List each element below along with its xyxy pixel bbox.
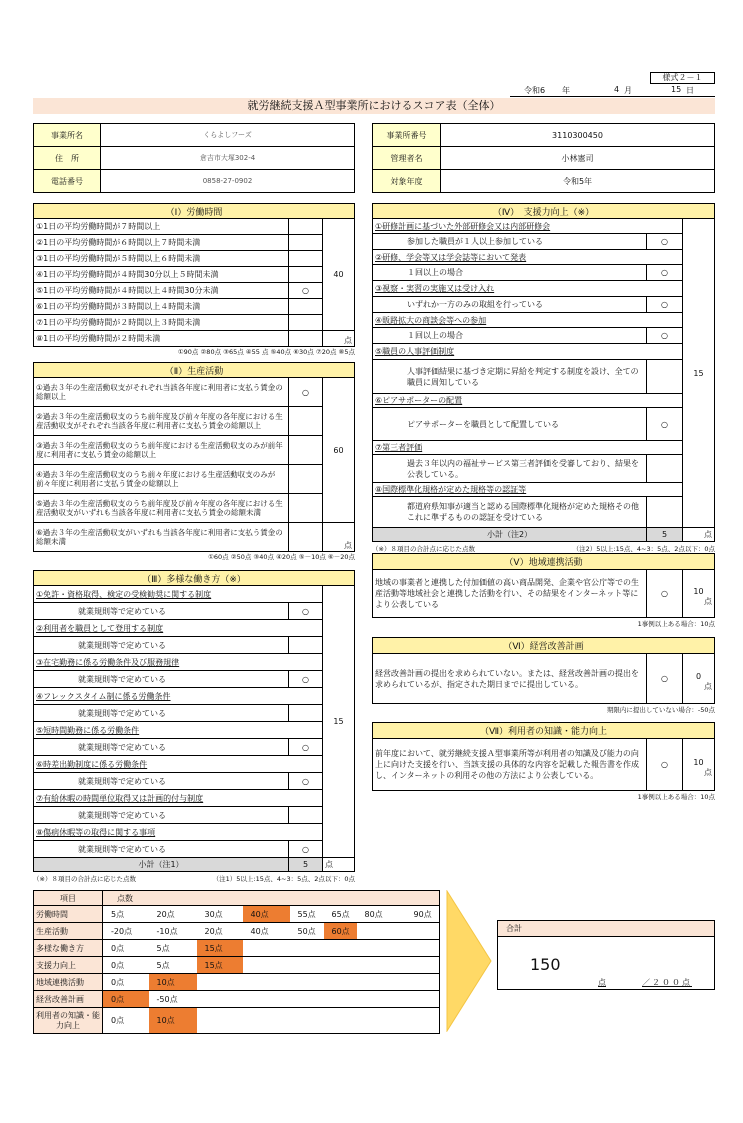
table-row bbox=[34, 204, 355, 219]
total-value: 150 bbox=[530, 955, 561, 974]
table-row bbox=[373, 147, 715, 170]
info-label: 電話番号 bbox=[34, 170, 101, 193]
info-value: 3110300450 bbox=[441, 124, 715, 147]
score-unit: 点 bbox=[704, 681, 712, 691]
section-regional bbox=[372, 553, 715, 628]
info-right bbox=[372, 123, 715, 193]
criteria-heading: ⑤短時間勤務に係る労働条件 bbox=[34, 722, 323, 739]
criteria-text: ⑥過去３年の生産活動収支がいずれも当該各年度に利用者に支払う賃金の総額未満 bbox=[34, 523, 289, 552]
info-label: 住 所 bbox=[34, 147, 101, 170]
total-max: ／２００点 bbox=[642, 978, 692, 987]
summary-score-cell bbox=[357, 991, 406, 1008]
info-label: 対象年度 bbox=[373, 170, 441, 193]
table-row bbox=[34, 251, 355, 267]
summary-score-cell: 30点 bbox=[197, 906, 243, 923]
criteria-text: 人事評価結果に基づき定期に昇給を判定する制度を設け、全ての職員に周知している bbox=[373, 360, 647, 394]
info-value: 令和5年 bbox=[441, 170, 715, 193]
table-row bbox=[373, 441, 715, 455]
summary-score-cell bbox=[406, 991, 440, 1008]
col-header-score: 点数 bbox=[103, 891, 440, 906]
table-row bbox=[34, 219, 355, 235]
table-row bbox=[34, 407, 355, 436]
summary-score-cell: 55点 bbox=[290, 906, 324, 923]
table-row bbox=[373, 739, 715, 791]
summary-score-cell bbox=[406, 923, 440, 940]
page-title: 就労継続支援Ａ型事業所におけるスコア表（全体） bbox=[33, 98, 715, 114]
check-mark-cell[interactable] bbox=[647, 360, 683, 394]
table-row bbox=[373, 297, 715, 313]
criteria-text: ④過去３年の生産活動収支のうち前々年度における生産活動収支のみが前々年度に利用者に支払う賃金の総額以上 bbox=[34, 465, 289, 494]
check-mark-cell[interactable] bbox=[288, 251, 322, 267]
summary-score-cell bbox=[243, 957, 290, 974]
check-mark-cell[interactable] bbox=[288, 235, 322, 251]
table-row bbox=[373, 570, 715, 618]
criteria-text: ⑧1日の平均労働時間が２時間未満 bbox=[34, 331, 289, 347]
section-diverse-work bbox=[33, 570, 355, 883]
table-row bbox=[34, 807, 355, 824]
criteria-text: 地域の事業者と連携した付加価値の高い商品開発、企業や官公庁等での生産活動等地域社会と連携した活動を行い、その結果をインターネット等により公表している bbox=[373, 570, 647, 618]
section-score-cell bbox=[682, 739, 714, 791]
table-row bbox=[373, 170, 715, 193]
check-mark-cell[interactable] bbox=[288, 267, 322, 283]
table-row bbox=[34, 688, 355, 705]
criteria-heading: ⑥ピアサポーターの配置 bbox=[373, 394, 683, 408]
section-title: （Ⅴ）地域連携活動 bbox=[373, 554, 715, 570]
criteria-text: 就業規則等で定めている bbox=[34, 739, 289, 756]
criteria-text: 就業規則等で定めている bbox=[34, 841, 289, 858]
check-mark-cell[interactable]: ○ bbox=[647, 265, 683, 281]
check-mark-cell[interactable] bbox=[289, 807, 323, 824]
criteria-heading: ④販路拡大の商談会等への参加 bbox=[373, 313, 683, 328]
check-mark-cell[interactable] bbox=[647, 455, 683, 483]
summary-score-cell: 10点 bbox=[149, 1008, 197, 1034]
score-unit: 点 bbox=[322, 331, 354, 347]
date-year-label: 年 bbox=[562, 86, 570, 95]
info-value: 倉吉市大塚302-4 bbox=[101, 147, 355, 170]
table-row bbox=[373, 638, 715, 654]
criteria-text: ピアサポーターを職員として配置している bbox=[373, 408, 647, 441]
table-row bbox=[34, 378, 355, 407]
info-label: 管理者名 bbox=[373, 147, 441, 170]
summary-score-cell: -10点 bbox=[149, 923, 197, 940]
subtotal-value: 5 bbox=[289, 858, 323, 872]
table-row bbox=[34, 465, 355, 494]
subtotal-label: 小計（注1） bbox=[34, 858, 289, 872]
summary-score-cell: -20点 bbox=[103, 923, 149, 940]
date-line bbox=[510, 85, 715, 97]
summary-row-label: 地域連携活動 bbox=[34, 974, 103, 991]
check-mark-cell[interactable]: ○ bbox=[646, 739, 682, 791]
summary-score-cell bbox=[324, 974, 357, 991]
criteria-heading: ⑧傷病休暇等の取得に関する事項 bbox=[34, 824, 323, 841]
table-row bbox=[34, 267, 355, 283]
section-note: 期限内に提出していない場合：-50点 bbox=[606, 706, 715, 714]
total-unit: 点 bbox=[598, 978, 606, 987]
table-row bbox=[373, 497, 715, 528]
criteria-text: 就業規則等で定めている bbox=[34, 603, 289, 620]
section-score-cell bbox=[683, 654, 715, 704]
score-unit: 点 bbox=[322, 523, 354, 552]
criteria-heading: ⑤職員の人事評価制度 bbox=[373, 344, 683, 360]
table-row bbox=[34, 603, 355, 620]
section-score: 15 bbox=[323, 586, 355, 858]
summary-score-cell bbox=[243, 940, 290, 957]
table-row bbox=[34, 773, 355, 790]
summary-score-cell bbox=[197, 974, 243, 991]
summary-score-cell bbox=[243, 991, 290, 1008]
summary-score-cell bbox=[324, 991, 357, 1008]
summary-score-cell: 0点 bbox=[103, 957, 149, 974]
section-production-note: ①60点 ②50点 ③40点 ④20点 ⑤－10点 ⑥－20点 bbox=[208, 553, 355, 561]
section-score: 60 bbox=[322, 378, 354, 523]
section-score: 40 bbox=[322, 219, 354, 331]
summary-row-label: 生産活動 bbox=[34, 923, 103, 940]
table-row bbox=[34, 315, 355, 331]
table-row bbox=[373, 344, 715, 360]
summary-score-cell: 20点 bbox=[197, 923, 243, 940]
section-production bbox=[33, 362, 355, 561]
info-value: 0858-27-0902 bbox=[101, 170, 355, 193]
table-row bbox=[34, 739, 355, 756]
score-unit: 点 bbox=[323, 858, 355, 872]
info-label: 事業所名 bbox=[34, 124, 101, 147]
table-row bbox=[373, 360, 715, 394]
criteria-text: ①過去３年の生産活動収支がそれぞれ当該各年度に利用者に支払う賃金の総額以上 bbox=[34, 378, 289, 407]
check-mark-cell[interactable] bbox=[288, 523, 322, 552]
table-row bbox=[34, 671, 355, 688]
summary-score-cell bbox=[290, 940, 324, 957]
summary-score-cell bbox=[357, 940, 406, 957]
summary-score-cell bbox=[406, 974, 440, 991]
date-era-year: 令和6 bbox=[524, 86, 546, 95]
criteria-heading: ①免許・資格取得、検定の受検勧奨に関する制度 bbox=[34, 586, 323, 603]
criteria-heading: ⑦有給休暇の時間単位取得又は計画的付与制度 bbox=[34, 790, 323, 807]
summary-score-cell bbox=[290, 957, 324, 974]
check-mark-cell[interactable]: ○ bbox=[288, 283, 322, 299]
table-row bbox=[373, 234, 715, 250]
table-row bbox=[34, 923, 440, 940]
section-score: 15 bbox=[683, 219, 715, 528]
table-row bbox=[34, 494, 355, 523]
criteria-text: 就業規則等で定めている bbox=[34, 671, 289, 688]
summary-score-cell: 60点 bbox=[324, 923, 357, 940]
summary-score-cell: 0点 bbox=[103, 1008, 149, 1034]
summary-score-cell: 5点 bbox=[149, 940, 197, 957]
summary-score-cell: 50点 bbox=[290, 923, 324, 940]
table-row bbox=[373, 250, 715, 265]
table-row bbox=[34, 283, 355, 299]
info-value: くらよしフーズ bbox=[101, 124, 355, 147]
table-row bbox=[373, 124, 715, 147]
table-row bbox=[34, 722, 355, 739]
criteria-heading: ⑧国際標準化規格が定めた規格等の認証等 bbox=[373, 483, 683, 497]
table-row bbox=[373, 219, 715, 234]
summary-score-cell bbox=[357, 974, 406, 991]
table-row bbox=[34, 906, 440, 923]
summary-score-cell: 15点 bbox=[197, 957, 243, 974]
criteria-text: 就業規則等で定めている bbox=[34, 705, 289, 722]
section-note: 1事例以上ある場合：10点 bbox=[637, 793, 715, 801]
score-unit: 点 bbox=[704, 596, 712, 606]
summary-score-cell bbox=[197, 1008, 243, 1034]
check-mark-cell[interactable] bbox=[288, 299, 322, 315]
table-row bbox=[34, 705, 355, 722]
criteria-text: 経営改善計画の提出を求められていない。または、経営改善計画の提出を求められているが、指定された期日までに提出している。 bbox=[373, 654, 647, 704]
col-header-item: 項目 bbox=[34, 891, 103, 906]
summary-score-cell: 15点 bbox=[197, 940, 243, 957]
criteria-heading: ⑥時差出勤制度に係る労働条件 bbox=[34, 756, 323, 773]
table-row bbox=[34, 586, 355, 603]
summary-score-cell bbox=[324, 1008, 357, 1034]
info-value: 小林憲司 bbox=[441, 147, 715, 170]
table-row bbox=[34, 331, 355, 347]
summary-score-cell: 10点 bbox=[149, 974, 197, 991]
criteria-heading: ②研修、学会等又は学会誌等において発表 bbox=[373, 250, 683, 265]
criteria-text: 就業規則等で定めている bbox=[34, 807, 289, 824]
check-mark-cell[interactable] bbox=[288, 219, 322, 235]
table-row bbox=[34, 523, 355, 552]
summary-score-cell bbox=[357, 957, 406, 974]
summary-score-cell bbox=[324, 957, 357, 974]
criteria-text: 前年度において、就労継続支援Ａ型事業所等が利用者の知識及び能力の向上に向けた支援を行い、当該支援の具体的な内容を記載した報告書を作成し、インターネットの利用その他の方法により公表している。 bbox=[373, 739, 647, 791]
criteria-text: ②1日の平均労働時間が６時間以上７時間未満 bbox=[34, 235, 289, 251]
check-mark-cell[interactable]: ○ bbox=[647, 297, 683, 313]
section-support-capacity bbox=[372, 203, 715, 553]
table-row bbox=[34, 571, 355, 586]
section-labor-hours-note: ①90点 ②80点 ③65点 ④55 点 ⑤40点 ⑥30点 ⑦20点 ⑧5点 bbox=[177, 348, 355, 356]
section-diverse-work-footnote: （注1）5以上:15点、4~3：5点、2点以下：0点 bbox=[212, 875, 355, 883]
form-number: 様式２－１ bbox=[650, 72, 715, 84]
summary-score-cell: 20点 bbox=[149, 906, 197, 923]
check-mark-cell[interactable] bbox=[647, 497, 683, 528]
section-score-cell bbox=[682, 570, 714, 618]
summary-row-label: 労働時間 bbox=[34, 906, 103, 923]
criteria-text: ①1日の平均労働時間が７時間以上 bbox=[34, 219, 289, 235]
summary-score-cell: -50点 bbox=[149, 991, 197, 1008]
summary-score-cell: 80点 bbox=[357, 906, 406, 923]
summary-score-cell: 90点 bbox=[406, 906, 440, 923]
criteria-text: 都道府県知事が適当と認める国際標準化規格が定めた規格その他これに準ずるものの認証を受けている bbox=[373, 497, 647, 528]
table-row bbox=[34, 1008, 440, 1034]
table-row bbox=[373, 483, 715, 497]
table-row bbox=[34, 637, 355, 654]
date-month-label: 月 bbox=[624, 86, 632, 95]
summary-row-label: 経営改善計画 bbox=[34, 991, 103, 1008]
table-row bbox=[34, 363, 355, 378]
check-mark-cell[interactable] bbox=[288, 494, 322, 523]
table-row bbox=[34, 299, 355, 315]
date-day: 15 bbox=[671, 85, 682, 94]
check-mark-cell[interactable] bbox=[289, 705, 323, 722]
criteria-text: ⑥1日の平均労働時間が３時間以上４時間未満 bbox=[34, 299, 289, 315]
summary-score-cell bbox=[357, 1008, 406, 1034]
criteria-heading: ③視察・実習の実施又は受け入れ bbox=[373, 281, 683, 297]
criteria-heading: ③在宅勤務に係る労働条件及び服務規律 bbox=[34, 654, 323, 671]
check-mark-cell[interactable]: ○ bbox=[289, 671, 323, 688]
criteria-heading: ②利用者を職員として登用する制度 bbox=[34, 620, 323, 637]
section-support-capacity-footnote: （注2）5以上:15点、4~3：5点、2点以下：0点 bbox=[572, 545, 715, 553]
table-row bbox=[34, 790, 355, 807]
table-row bbox=[34, 620, 355, 637]
summary-score-cell bbox=[357, 923, 406, 940]
check-mark-cell[interactable] bbox=[289, 637, 323, 654]
section-title: （Ⅱ）生産活動 bbox=[34, 363, 355, 378]
section-score: 10 bbox=[693, 586, 704, 596]
table-row bbox=[34, 991, 440, 1008]
summary-row-label: 利用者の知識・能力向上 bbox=[34, 1008, 103, 1034]
table-row bbox=[373, 528, 715, 542]
criteria-text: １回以上の場合 bbox=[373, 265, 647, 281]
check-mark-cell[interactable]: ○ bbox=[288, 378, 322, 407]
summary-score-cell bbox=[406, 1008, 440, 1034]
check-mark-cell[interactable]: ○ bbox=[647, 234, 683, 250]
summary-score-cell bbox=[243, 1008, 290, 1034]
criteria-text: 就業規則等で定めている bbox=[34, 773, 289, 790]
section-title: （Ⅵ）経営改善計画 bbox=[373, 638, 715, 654]
summary-score-cell: 0点 bbox=[103, 974, 149, 991]
check-mark-cell[interactable]: ○ bbox=[647, 328, 683, 344]
section-title: （Ⅶ）利用者の知識・能力向上 bbox=[373, 723, 715, 739]
subtotal-value: 5 bbox=[647, 528, 683, 542]
summary-score-cell: 5点 bbox=[103, 906, 149, 923]
section-management-plan bbox=[372, 637, 715, 714]
table-row bbox=[34, 436, 355, 465]
criteria-text: 就業規則等で定めている bbox=[34, 637, 289, 654]
summary-score-cell bbox=[324, 940, 357, 957]
summary-row-label: 支援力向上 bbox=[34, 957, 103, 974]
table-row bbox=[373, 394, 715, 408]
table-row bbox=[34, 858, 355, 872]
criteria-heading: ①研修計画に基づいた外部研修会又は内部研修会 bbox=[373, 219, 683, 234]
check-mark-cell[interactable] bbox=[288, 331, 322, 347]
table-row bbox=[34, 654, 355, 671]
criteria-heading: ④フレックスタイム制に係る労働条件 bbox=[34, 688, 323, 705]
summary-score-cell: 0点 bbox=[103, 991, 149, 1008]
info-left bbox=[33, 123, 355, 193]
info-label: 事業所番号 bbox=[373, 124, 441, 147]
table-row bbox=[373, 313, 715, 328]
criteria-text: １回以上の場合 bbox=[373, 328, 647, 344]
section-diverse-work-note: （※）８項目の合計点に応じた点数 bbox=[33, 875, 136, 883]
summary-score-cell bbox=[243, 974, 290, 991]
total-box bbox=[497, 920, 715, 990]
summary-row-label: 多様な働き方 bbox=[34, 940, 103, 957]
summary-score-cell: 40点 bbox=[243, 923, 290, 940]
summary-score-cell: 40点 bbox=[243, 906, 290, 923]
summary-score-cell: 5点 bbox=[149, 957, 197, 974]
check-mark-cell[interactable]: ○ bbox=[647, 408, 683, 441]
date-month: 4 bbox=[614, 85, 620, 94]
summary-score-cell bbox=[197, 991, 243, 1008]
date-day-label: 日 bbox=[686, 86, 694, 95]
check-mark-cell[interactable]: ○ bbox=[289, 739, 323, 756]
check-mark-cell[interactable]: ○ bbox=[289, 841, 323, 858]
criteria-text: ③1日の平均労働時間が５時間以上６時間未満 bbox=[34, 251, 289, 267]
check-mark-cell[interactable]: ○ bbox=[289, 773, 323, 790]
table-row bbox=[373, 554, 715, 570]
table-row bbox=[373, 281, 715, 297]
table-row bbox=[34, 170, 355, 193]
section-user-skills bbox=[372, 722, 715, 801]
criteria-heading: ⑦第三者評価 bbox=[373, 441, 683, 455]
table-row bbox=[34, 824, 355, 841]
summary-score-cell bbox=[290, 974, 324, 991]
check-mark-cell[interactable] bbox=[288, 436, 322, 465]
score-unit: 点 bbox=[683, 528, 715, 542]
table-row bbox=[373, 455, 715, 483]
criteria-text: ⑦1日の平均労働時間が２時間以上３時間未満 bbox=[34, 315, 289, 331]
criteria-text: ⑤1日の平均労働時間が４時間以上４時間30分未満 bbox=[34, 283, 289, 299]
summary-score-cell bbox=[290, 1008, 324, 1034]
check-mark-cell[interactable] bbox=[288, 407, 322, 436]
table-row bbox=[373, 408, 715, 441]
section-score: 10 bbox=[693, 757, 704, 767]
table-row bbox=[373, 328, 715, 344]
criteria-text: ③過去３年の生産活動収支のうち前年度における生産活動収支のみが前年度に利用者に支払う賃金の総額以上 bbox=[34, 436, 289, 465]
score-summary-table bbox=[33, 890, 440, 1034]
total-label: 合計 bbox=[498, 921, 714, 937]
criteria-text: 参加した職員が１人以上参加している bbox=[373, 234, 647, 250]
table-row bbox=[373, 265, 715, 281]
table-row bbox=[34, 841, 355, 858]
summary-score-cell: 0点 bbox=[103, 940, 149, 957]
table-row bbox=[34, 940, 440, 957]
check-mark-cell[interactable]: ○ bbox=[647, 654, 683, 704]
table-row bbox=[373, 723, 715, 739]
section-title: （Ⅳ） 支援力向上（※） bbox=[373, 204, 715, 219]
check-mark-cell[interactable] bbox=[288, 465, 322, 494]
criteria-text: ②過去３年の生産活動収支のうち前年度及び前々年度の各年度における生産活動収支がそれぞれ当該各年度に利用者に支払う賃金の総額以上 bbox=[34, 407, 289, 436]
table-row bbox=[34, 957, 440, 974]
section-note: 1事例以上ある場合：10点 bbox=[637, 620, 715, 628]
criteria-text: 過去３年以内の福祉サービス第三者評価を受審しており、結果を公表している。 bbox=[373, 455, 647, 483]
summary-score-cell bbox=[406, 940, 440, 957]
criteria-text: いずれか一方のみの取組を行っている bbox=[373, 297, 647, 313]
table-row bbox=[34, 891, 440, 906]
score-unit: 点 bbox=[704, 767, 712, 777]
criteria-text: ⑤過去３年の生産活動収支のうち前年度及び前々年度の各年度における生産活動収支がいずれも当該各年度に利用者に支払う賃金の総額未満 bbox=[34, 494, 289, 523]
subtotal-label: 小計（注2） bbox=[373, 528, 647, 542]
summary-score-cell bbox=[406, 957, 440, 974]
section-support-capacity-note: （※）８項目の合計点に応じた点数 bbox=[372, 545, 475, 553]
section-labor-hours bbox=[33, 203, 355, 356]
check-mark-cell[interactable] bbox=[288, 315, 322, 331]
table-row bbox=[34, 974, 440, 991]
check-mark-cell[interactable]: ○ bbox=[289, 603, 323, 620]
check-mark-cell[interactable]: ○ bbox=[646, 570, 682, 618]
summary-score-cell bbox=[290, 991, 324, 1008]
table-row bbox=[34, 147, 355, 170]
summary-score-cell: 65点 bbox=[324, 906, 357, 923]
table-row bbox=[373, 654, 715, 704]
table-row bbox=[34, 124, 355, 147]
section-title: （Ⅰ）労働時間 bbox=[34, 204, 355, 219]
table-row bbox=[34, 756, 355, 773]
section-title: （Ⅲ）多様な働き方（※） bbox=[34, 571, 355, 586]
table-row bbox=[34, 235, 355, 251]
arrow-right-icon bbox=[446, 890, 492, 1032]
section-score: 0 bbox=[695, 671, 702, 681]
criteria-text: ④1日の平均労働時間が４時間30分以上５時間未満 bbox=[34, 267, 289, 283]
table-row bbox=[373, 204, 715, 219]
